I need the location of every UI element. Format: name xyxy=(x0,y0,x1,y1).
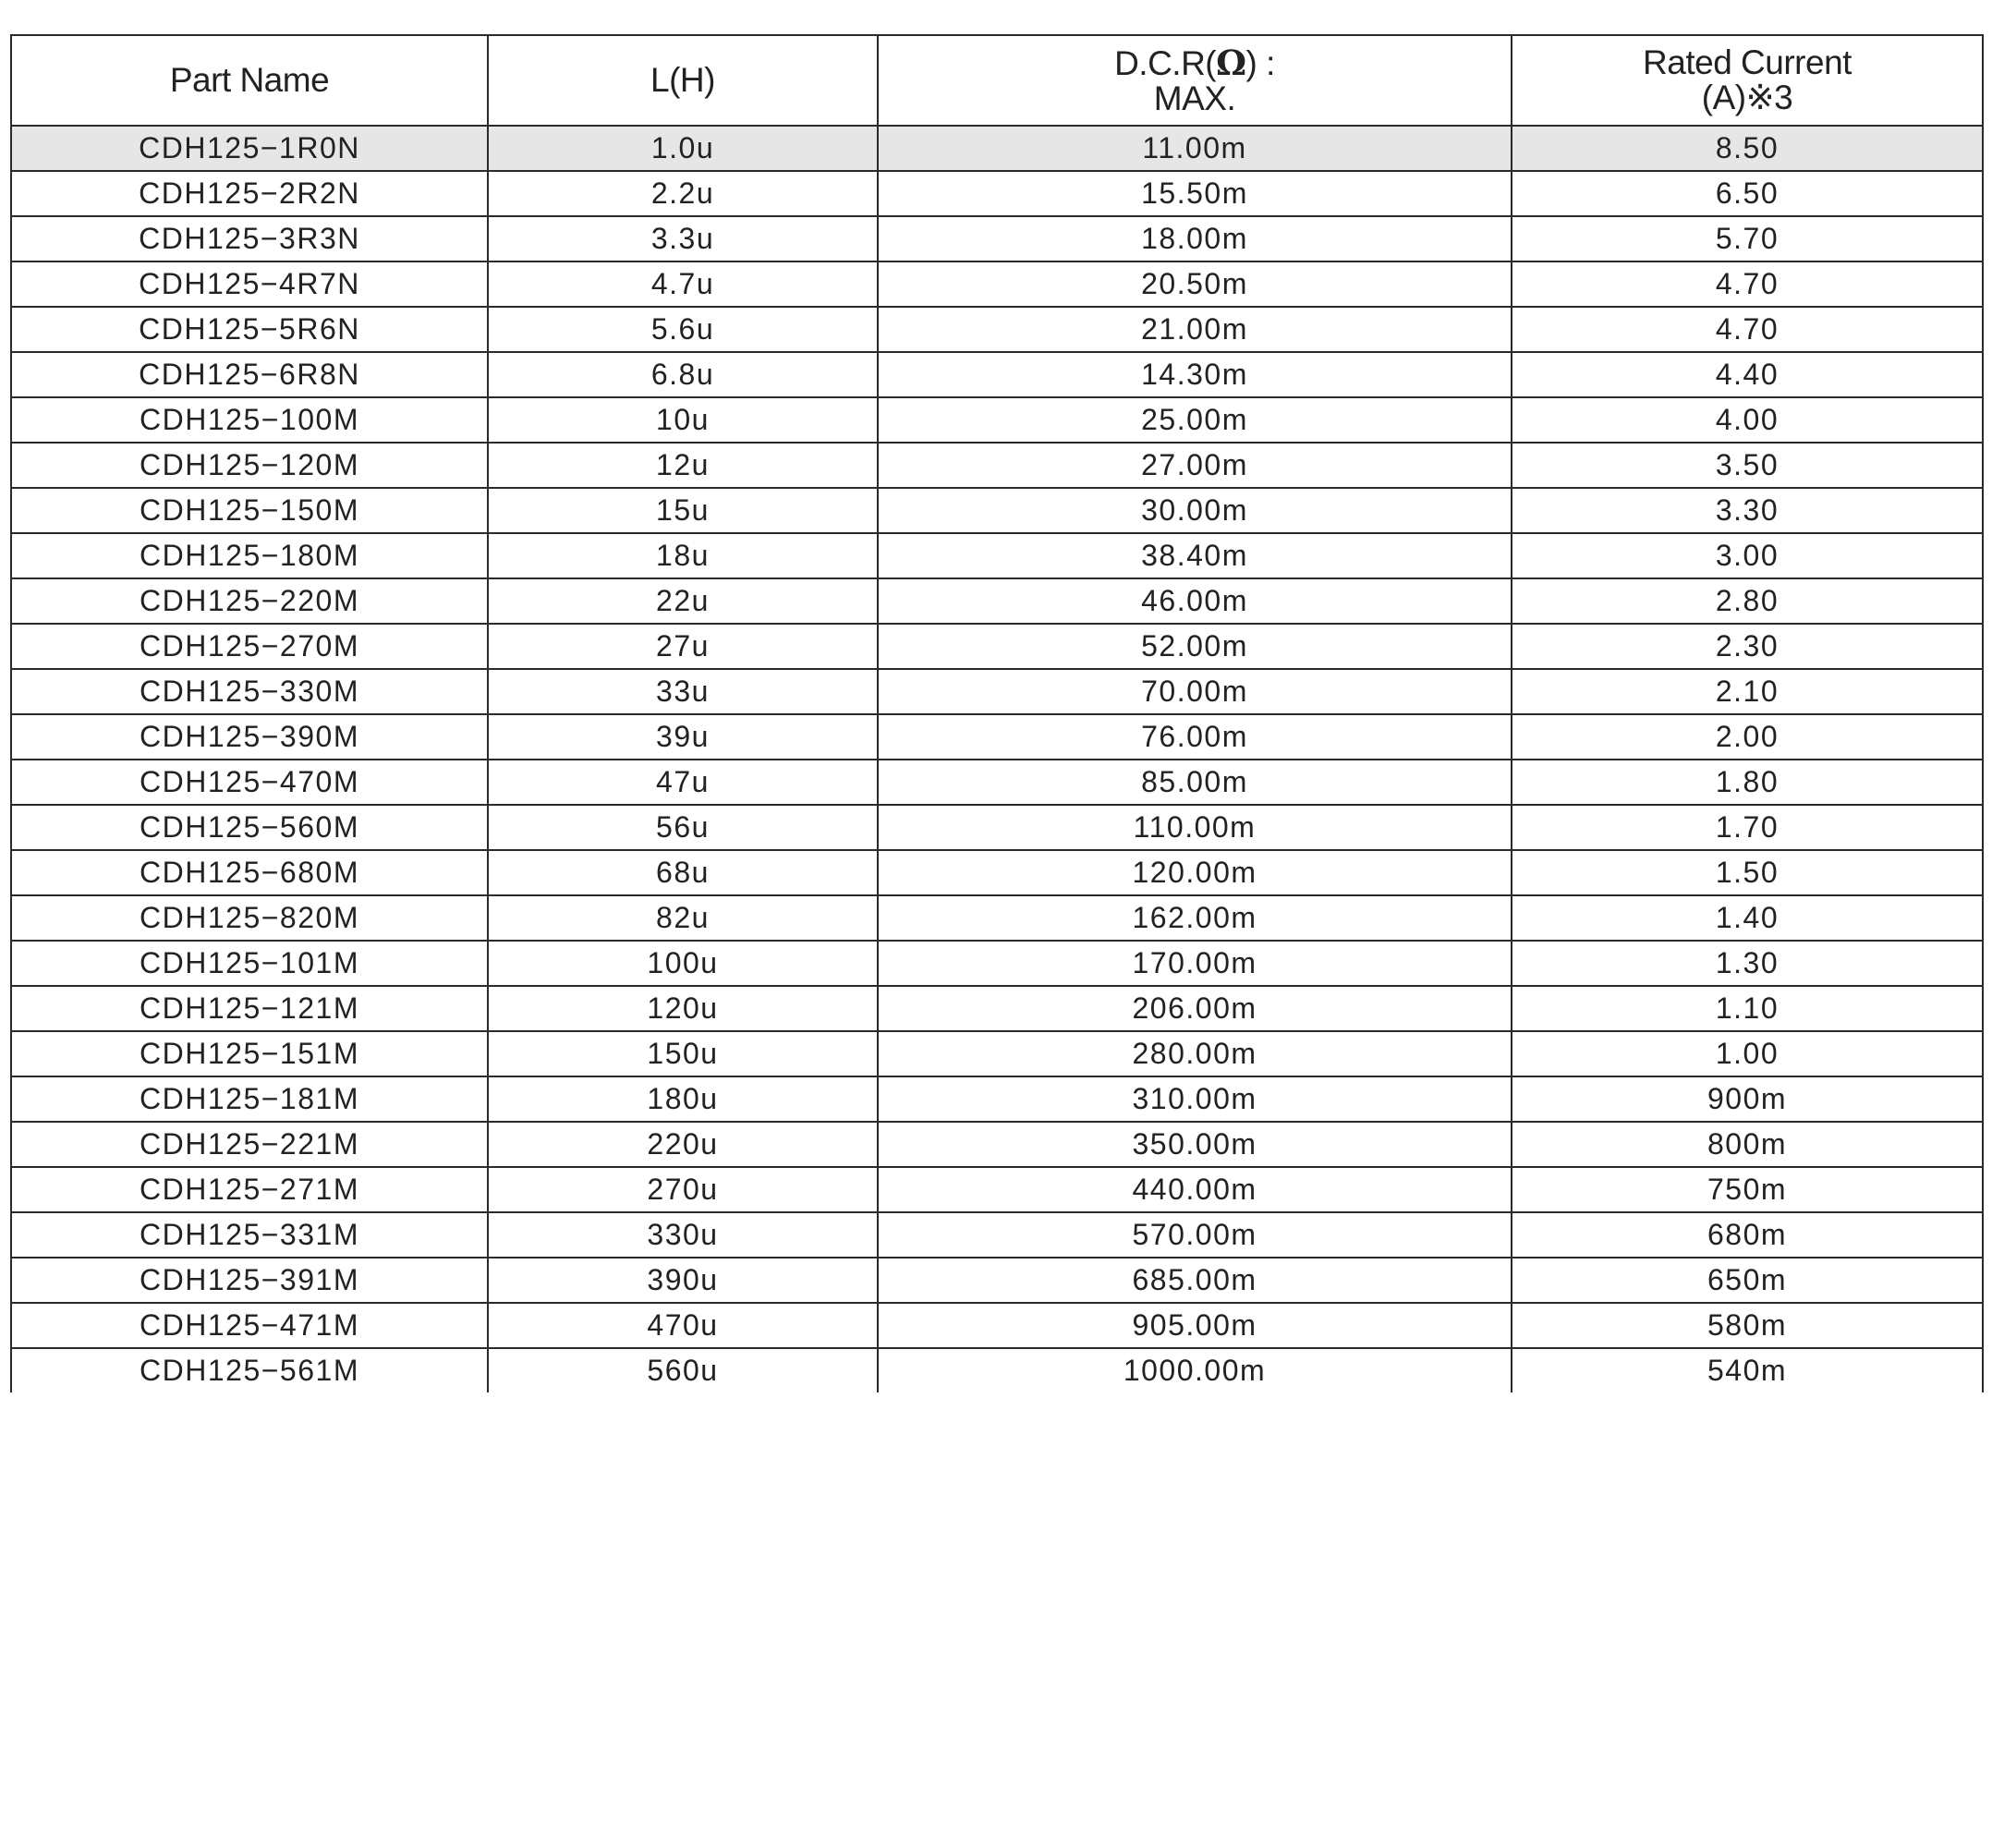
dcr-cell: 685.00m xyxy=(878,1258,1512,1303)
inductance-cell: 10u xyxy=(488,397,878,443)
table-row xyxy=(11,714,1983,760)
part-name-cell: CDH125−220M xyxy=(11,578,488,624)
part-name-cell: CDH125−820M xyxy=(11,895,488,941)
header-rated-current xyxy=(1512,35,1983,126)
table-row xyxy=(11,1031,1983,1076)
inductance-cell: 2.2u xyxy=(488,171,878,216)
table-row xyxy=(11,895,1983,941)
table-row xyxy=(11,488,1983,533)
table-row xyxy=(11,1122,1983,1167)
header-dcr-line1 xyxy=(879,42,1511,83)
part-name-cell: CDH125−560M xyxy=(11,805,488,850)
rated-current-cell: 1.50 xyxy=(1512,850,1983,895)
dcr-cell: 20.50m xyxy=(878,261,1512,307)
part-name-cell: CDH125−180M xyxy=(11,533,488,578)
rated-current-cell: 650m xyxy=(1512,1258,1983,1303)
dcr-cell: 440.00m xyxy=(878,1167,1512,1212)
dcr-cell: 120.00m xyxy=(878,850,1512,895)
part-name-cell: CDH125−5R6N xyxy=(11,307,488,352)
table-row xyxy=(11,352,1983,397)
dcr-cell: 76.00m xyxy=(878,714,1512,760)
dcr-cell: 206.00m xyxy=(878,986,1512,1031)
header-rated-line2: (A)※3 xyxy=(1701,79,1793,116)
table-row xyxy=(11,171,1983,216)
rated-current-cell: 1.40 xyxy=(1512,895,1983,941)
rated-current-cell: 4.70 xyxy=(1512,261,1983,307)
inductance-cell: 6.8u xyxy=(488,352,878,397)
rated-current-cell: 2.30 xyxy=(1512,624,1983,669)
part-name-cell: CDH125−680M xyxy=(11,850,488,895)
header-dcr-line2: MAX. xyxy=(1153,79,1236,117)
dcr-cell: 905.00m xyxy=(878,1303,1512,1348)
inductance-cell: 47u xyxy=(488,760,878,805)
table-row xyxy=(11,986,1983,1031)
dcr-cell: 52.00m xyxy=(878,624,1512,669)
inductance-cell: 470u xyxy=(488,1303,878,1348)
dcr-cell: 14.30m xyxy=(878,352,1512,397)
header-dcr-suffix: ) : xyxy=(1245,43,1275,82)
inductance-cell: 68u xyxy=(488,850,878,895)
header-part-name xyxy=(11,35,488,126)
inductance-cell: 15u xyxy=(488,488,878,533)
rated-current-cell: 3.30 xyxy=(1512,488,1983,533)
part-name-cell: CDH125−2R2N xyxy=(11,171,488,216)
inductance-cell: 100u xyxy=(488,941,878,986)
part-name-cell: CDH125−271M xyxy=(11,1167,488,1212)
dcr-cell: 350.00m xyxy=(878,1122,1512,1167)
inductance-cell: 56u xyxy=(488,805,878,850)
part-name-cell: CDH125−4R7N xyxy=(11,261,488,307)
header-inductance-label: L(H) xyxy=(650,61,715,99)
header-inductance xyxy=(488,35,878,126)
dcr-cell: 46.00m xyxy=(878,578,1512,624)
inductance-cell: 1.0u xyxy=(488,126,878,171)
table-row xyxy=(11,578,1983,624)
rated-current-cell: 1.30 xyxy=(1512,941,1983,986)
rated-current-cell: 800m xyxy=(1512,1122,1983,1167)
part-name-cell: CDH125−120M xyxy=(11,443,488,488)
dcr-cell: 18.00m xyxy=(878,216,1512,261)
inductance-cell: 120u xyxy=(488,986,878,1031)
dcr-cell: 21.00m xyxy=(878,307,1512,352)
header-part-name-label: Part Name xyxy=(169,61,330,99)
inductance-cell: 82u xyxy=(488,895,878,941)
table-row xyxy=(11,397,1983,443)
rated-current-cell: 540m xyxy=(1512,1348,1983,1392)
dcr-cell: 38.40m xyxy=(878,533,1512,578)
part-name-cell: CDH125−391M xyxy=(11,1258,488,1303)
dcr-cell: 11.00m xyxy=(878,126,1512,171)
inductance-cell: 18u xyxy=(488,533,878,578)
header-rated-line1: Rated Current xyxy=(1643,43,1852,81)
header-dcr-prefix: D.C.R( xyxy=(1114,43,1217,82)
inductance-cell: 27u xyxy=(488,624,878,669)
part-name-cell: CDH125−221M xyxy=(11,1122,488,1167)
part-name-cell: CDH125−151M xyxy=(11,1031,488,1076)
part-name-cell: CDH125−150M xyxy=(11,488,488,533)
dcr-cell: 27.00m xyxy=(878,443,1512,488)
part-name-cell: CDH125−330M xyxy=(11,669,488,714)
header-dcr xyxy=(878,35,1512,126)
part-name-cell: CDH125−121M xyxy=(11,986,488,1031)
table-row xyxy=(11,669,1983,714)
part-name-cell: CDH125−3R3N xyxy=(11,216,488,261)
inductance-cell: 150u xyxy=(488,1031,878,1076)
inductance-cell: 22u xyxy=(488,578,878,624)
table-row xyxy=(11,805,1983,850)
table-row xyxy=(11,1212,1983,1258)
inductance-cell: 270u xyxy=(488,1167,878,1212)
inductance-cell: 220u xyxy=(488,1122,878,1167)
table-row xyxy=(11,1303,1983,1348)
table-row xyxy=(11,941,1983,986)
dcr-cell: 170.00m xyxy=(878,941,1512,986)
rated-current-cell: 8.50 xyxy=(1512,126,1983,171)
table-row xyxy=(11,1258,1983,1303)
inductance-cell: 330u xyxy=(488,1212,878,1258)
dcr-cell: 110.00m xyxy=(878,805,1512,850)
part-name-cell: CDH125−1R0N xyxy=(11,126,488,171)
inductance-cell: 390u xyxy=(488,1258,878,1303)
part-name-cell: CDH125−270M xyxy=(11,624,488,669)
header-row xyxy=(11,35,1983,126)
header-dcr-ohm-symbol: Ω xyxy=(1216,42,1246,83)
table-row xyxy=(11,760,1983,805)
rated-current-cell: 6.50 xyxy=(1512,171,1983,216)
rated-current-cell: 4.70 xyxy=(1512,307,1983,352)
rated-current-cell: 680m xyxy=(1512,1212,1983,1258)
dcr-cell: 85.00m xyxy=(878,760,1512,805)
rated-current-cell: 900m xyxy=(1512,1076,1983,1122)
inductance-cell: 180u xyxy=(488,1076,878,1122)
rated-current-cell: 2.00 xyxy=(1512,714,1983,760)
inductance-cell: 39u xyxy=(488,714,878,760)
table-row xyxy=(11,126,1983,171)
part-name-cell: CDH125−100M xyxy=(11,397,488,443)
table-header xyxy=(11,35,1983,126)
rated-current-cell: 5.70 xyxy=(1512,216,1983,261)
rated-current-cell: 4.00 xyxy=(1512,397,1983,443)
inductance-cell: 33u xyxy=(488,669,878,714)
rated-current-cell: 1.10 xyxy=(1512,986,1983,1031)
table-body xyxy=(11,126,1983,1392)
rated-current-cell: 4.40 xyxy=(1512,352,1983,397)
dcr-cell: 15.50m xyxy=(878,171,1512,216)
inductance-cell: 5.6u xyxy=(488,307,878,352)
part-name-cell: CDH125−331M xyxy=(11,1212,488,1258)
rated-current-cell: 580m xyxy=(1512,1303,1983,1348)
table-row xyxy=(11,1076,1983,1122)
table-row xyxy=(11,624,1983,669)
rated-current-cell: 1.70 xyxy=(1512,805,1983,850)
dcr-cell: 25.00m xyxy=(878,397,1512,443)
dcr-cell: 310.00m xyxy=(878,1076,1512,1122)
table-row xyxy=(11,1348,1983,1392)
rated-current-cell: 3.50 xyxy=(1512,443,1983,488)
inductance-cell: 3.3u xyxy=(488,216,878,261)
dcr-cell: 162.00m xyxy=(878,895,1512,941)
part-name-cell: CDH125−101M xyxy=(11,941,488,986)
inductance-cell: 12u xyxy=(488,443,878,488)
part-name-cell: CDH125−181M xyxy=(11,1076,488,1122)
dcr-cell: 280.00m xyxy=(878,1031,1512,1076)
dcr-cell: 570.00m xyxy=(878,1212,1512,1258)
part-name-cell: CDH125−471M xyxy=(11,1303,488,1348)
rated-current-cell: 3.00 xyxy=(1512,533,1983,578)
part-name-cell: CDH125−390M xyxy=(11,714,488,760)
inductor-spec-table xyxy=(10,34,1984,1392)
table-row xyxy=(11,307,1983,352)
dcr-cell: 70.00m xyxy=(878,669,1512,714)
rated-current-cell: 750m xyxy=(1512,1167,1983,1212)
dcr-cell: 30.00m xyxy=(878,488,1512,533)
rated-current-cell: 1.80 xyxy=(1512,760,1983,805)
inductance-cell: 4.7u xyxy=(488,261,878,307)
table-row xyxy=(11,261,1983,307)
table-row xyxy=(11,443,1983,488)
table-row xyxy=(11,850,1983,895)
table-row xyxy=(11,216,1983,261)
inductance-cell: 560u xyxy=(488,1348,878,1392)
rated-current-cell: 2.10 xyxy=(1512,669,1983,714)
rated-current-cell: 1.00 xyxy=(1512,1031,1983,1076)
part-name-cell: CDH125−561M xyxy=(11,1348,488,1392)
table-row xyxy=(11,1167,1983,1212)
part-name-cell: CDH125−6R8N xyxy=(11,352,488,397)
part-name-cell: CDH125−470M xyxy=(11,760,488,805)
dcr-cell: 1000.00m xyxy=(878,1348,1512,1392)
table-row xyxy=(11,533,1983,578)
rated-current-cell: 2.80 xyxy=(1512,578,1983,624)
